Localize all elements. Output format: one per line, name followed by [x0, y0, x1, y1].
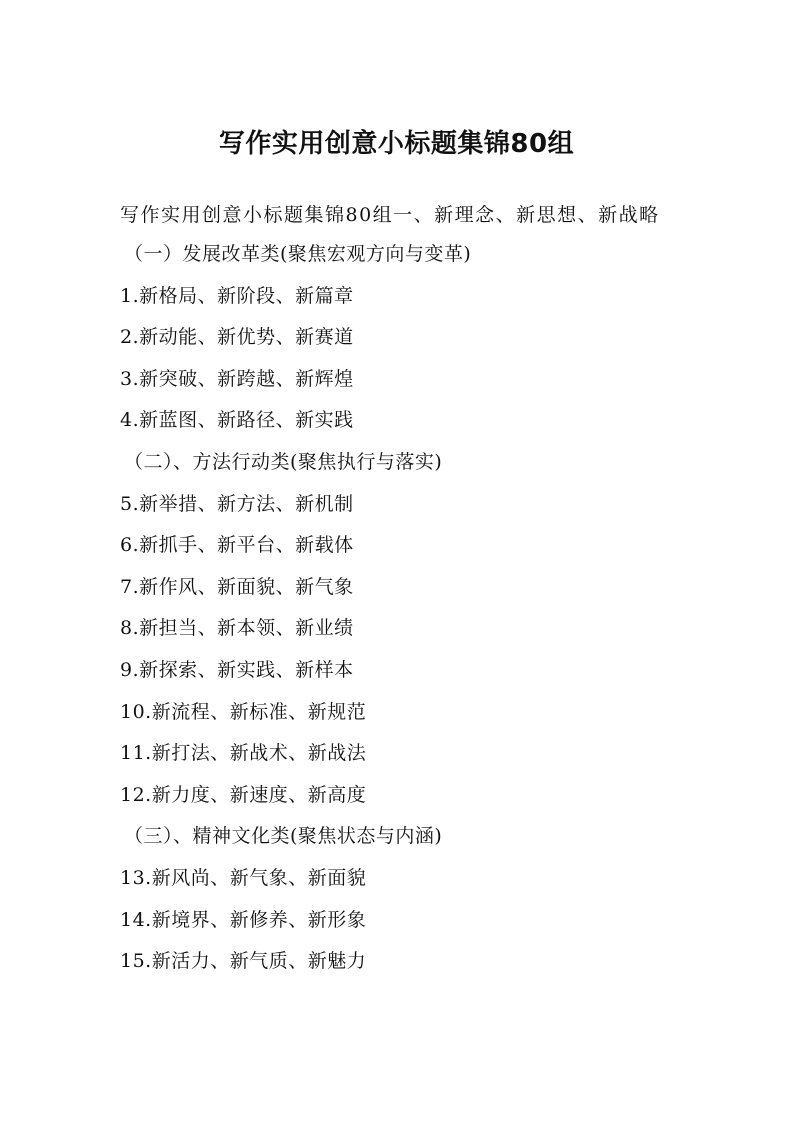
document-title: 写作实用创意小标题集锦80组 [218, 129, 575, 159]
list-item: 10.新流程、新标准、新规范 [120, 700, 367, 723]
list-item: 13.新风尚、新气象、新面貌 [120, 866, 367, 889]
section-heading-2: （二）、方法行动类(聚焦执行与落实) [124, 450, 443, 473]
list-item: 4.新蓝图、新路径、新实践 [120, 409, 354, 432]
list-item: 1.新格局、新阶段、新篇章 [120, 284, 354, 307]
list-item: 2.新动能、新优势、新赛道 [120, 326, 354, 349]
list-item: 8.新担当、新本领、新业绩 [120, 617, 354, 640]
intro-paragraph: 写作实用创意小标题集锦80组一、新理念、新思想、新战略 [120, 204, 660, 226]
list-item: 3.新突破、新跨越、新辉煌 [120, 367, 354, 390]
list-item: 14.新境界、新修养、新形象 [120, 908, 367, 931]
list-item: 7.新作风、新面貌、新气象 [120, 575, 354, 598]
section-heading-3: （三）、精神文化类(聚焦状态与内涵) [124, 825, 443, 848]
list-item: 11.新打法、新战术、新战法 [120, 742, 367, 765]
list-item: 15.新活力、新气质、新魅力 [120, 950, 367, 973]
document-body [120, 196, 680, 983]
list-item: 6.新抓手、新平台、新载体 [120, 534, 354, 557]
list-item: 5.新举措、新方法、新机制 [120, 492, 354, 515]
section-heading-1: （一）发展改革类(聚焦宏观方向与变革) [124, 243, 472, 265]
list-item: 12.新力度、新速度、新高度 [120, 783, 367, 806]
list-item: 9.新探索、新实践、新样本 [120, 658, 354, 681]
